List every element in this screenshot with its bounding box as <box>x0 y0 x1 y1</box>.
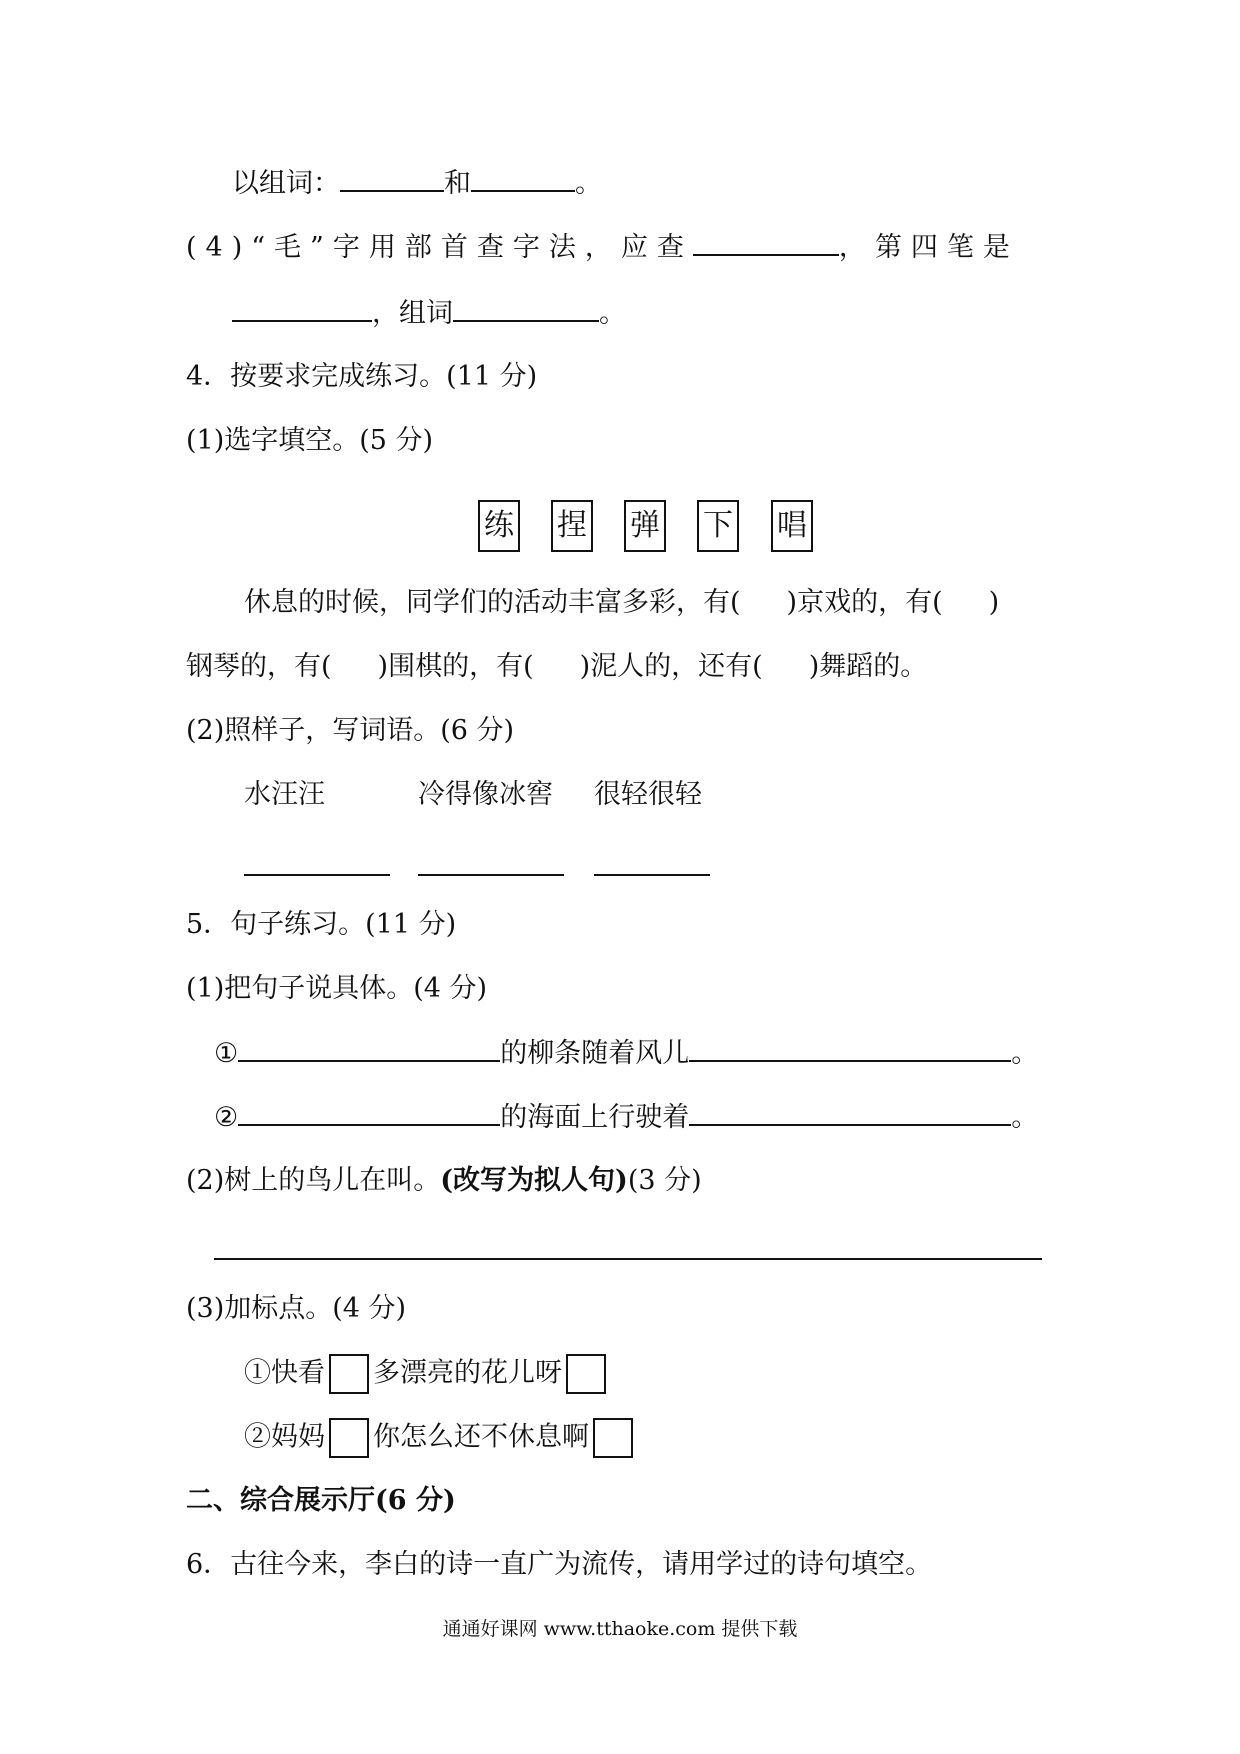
answer-blank[interactable] <box>238 1034 500 1062</box>
punctuation-box[interactable] <box>329 1354 369 1394</box>
example-word-1: 水汪汪 <box>244 779 325 810</box>
fill-paragraph-line-2 <box>186 648 927 686</box>
text: (2)树上的鸟儿在叫。 <box>186 1165 441 1196</box>
punctuation-box[interactable] <box>566 1354 606 1394</box>
answer-line[interactable] <box>214 1258 1042 1260</box>
text: )京戏的，有( <box>786 587 943 618</box>
question-5-title: 5．句子练习。(11 分) <box>186 909 457 940</box>
answer-blank[interactable] <box>689 1098 1011 1126</box>
example-word-2: 冷得像冰窖 <box>418 779 553 810</box>
text: ②妈妈 <box>244 1421 325 1453</box>
example-word-3: 很轻很轻 <box>594 779 702 810</box>
text: (4)“毛”字用部首查字法，应查 <box>186 232 693 263</box>
punctuation-1 <box>244 1354 610 1394</box>
boxed-char: 捏 <box>551 500 593 552</box>
text: 和 <box>444 168 471 199</box>
answer-line[interactable] <box>244 874 390 876</box>
answer-blank[interactable] <box>453 294 599 322</box>
answer-blank[interactable] <box>471 164 575 192</box>
answer-blank[interactable] <box>693 228 839 256</box>
section-2-heading: 二、综合展示厅(6 分) <box>186 1485 456 1516</box>
text: 休息的时候，同学们的活动丰富多彩，有( <box>244 587 741 618</box>
text: ① <box>214 1038 239 1069</box>
text: 的海面上行驶着 <box>500 1102 690 1133</box>
text: 以组词： <box>232 168 340 199</box>
answer-line[interactable] <box>594 874 710 876</box>
text: 。 <box>575 168 602 199</box>
text: ，组词 <box>372 298 453 329</box>
question-6: 6．古往今来，李白的诗一直广为流传，请用学过的诗句填空。 <box>186 1549 933 1580</box>
text: 。 <box>1011 1102 1039 1133</box>
text: ② <box>214 1102 239 1133</box>
text: 的柳条随着风儿 <box>500 1038 690 1069</box>
answer-line[interactable] <box>418 874 564 876</box>
sentence-1 <box>214 1034 1038 1073</box>
question-5-3: (3)加标点。(4 分) <box>186 1293 407 1324</box>
text: 多漂亮的花儿呀 <box>373 1357 562 1389</box>
question-4-title: 4．按要求完成练习。(11 分) <box>186 361 538 392</box>
question-5-2 <box>186 1162 702 1200</box>
text: (3 分) <box>627 1165 702 1196</box>
footer: 通通好课网 www.tthaoke.com 提供下载 <box>442 1618 798 1640</box>
punctuation-2 <box>244 1418 637 1458</box>
boxed-char: 下 <box>697 500 739 552</box>
answer-blank[interactable] <box>340 164 444 192</box>
text: ①快看 <box>244 1357 325 1389</box>
text: ，第四笔是 <box>838 232 1019 263</box>
text: )围棋的，有( <box>377 651 534 682</box>
text: 。 <box>1011 1038 1039 1069</box>
text: )泥人的，还有( <box>579 651 763 682</box>
boxed-char: 唱 <box>771 500 813 552</box>
text: ) <box>988 587 1000 618</box>
boxed-char: 练 <box>478 500 520 552</box>
answer-blank[interactable] <box>232 294 372 322</box>
question-4-4 <box>186 228 1019 267</box>
punctuation-box[interactable] <box>593 1418 633 1458</box>
question-5-1: (1)把句子说具体。(4 分) <box>186 973 488 1004</box>
question-4-1: (1)选字填空。(5 分) <box>186 425 434 456</box>
instruction: (改写为拟人句) <box>440 1165 628 1196</box>
text: 钢琴的，有( <box>186 651 332 682</box>
text: )舞蹈的。 <box>808 651 928 682</box>
word-group-line <box>232 164 602 203</box>
sentence-2 <box>214 1098 1038 1137</box>
question-4-4-cont <box>232 294 626 333</box>
fill-paragraph-line-1 <box>244 584 999 622</box>
punctuation-box[interactable] <box>329 1418 369 1458</box>
answer-blank[interactable] <box>238 1098 500 1126</box>
answer-blank[interactable] <box>689 1034 1011 1062</box>
boxed-char: 弹 <box>624 500 666 552</box>
text: 你怎么还不休息啊 <box>373 1421 589 1453</box>
question-4-2: (2)照样子，写词语。(6 分) <box>186 715 515 746</box>
text: 。 <box>599 298 626 329</box>
